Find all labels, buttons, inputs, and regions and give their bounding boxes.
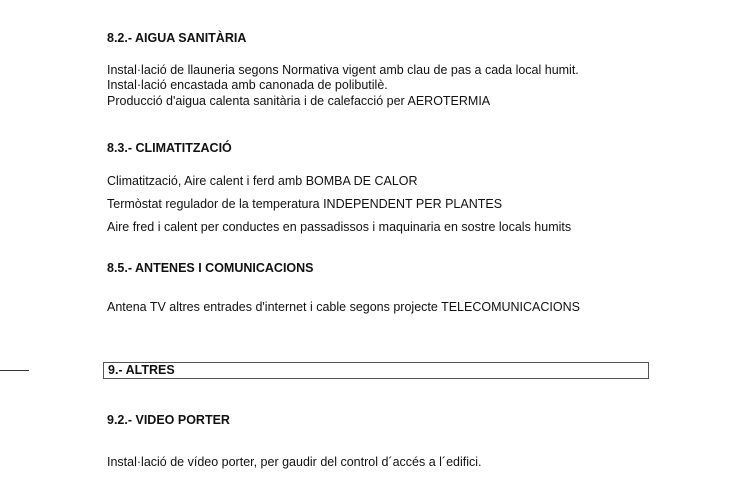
heading-8-5: 8.5.- ANTENES I COMUNICACIONS bbox=[107, 261, 314, 275]
paragraph-line: Instal·lació de vídeo porter, per gaudir del control d´accés a l´edifici. bbox=[107, 455, 482, 469]
paragraph-line: Termòstat regulador de la temperatura INDEPENDENT PER PLANTES bbox=[107, 197, 503, 211]
heading-9-box bbox=[103, 362, 649, 379]
heading-8-2: 8.2.- AIGUA SANITÀRIA bbox=[107, 31, 247, 45]
heading-8-3: 8.3.- CLIMATITZACIÓ bbox=[107, 141, 232, 155]
paragraph-line: Antena TV altres entrades d'internet i cable segons projecte TELECOMUNICACIONS bbox=[107, 300, 580, 314]
heading-9-2: 9.2.- VIDEO PORTER bbox=[107, 413, 230, 427]
paragraph-line: Aire fred i calent per conductes en passadissos i maquinaria en sostre locals humits bbox=[107, 220, 572, 234]
paragraph-line: Climatització, Aire calent i ferd amb BOMBA DE CALOR bbox=[107, 174, 418, 188]
paragraph-line: Instal·lació de llauneria segons Normativa vigent amb clau de pas a cada local humit. bbox=[107, 63, 579, 77]
paragraph-line: Producció d'aigua calenta sanitària i de calefacció per AEROTERMIA bbox=[107, 94, 491, 108]
heading-9: 9.- ALTRES bbox=[108, 363, 175, 377]
margin-rule bbox=[0, 370, 29, 371]
paragraph-line: Instal·lació encastada amb canonada de polibutilè. bbox=[107, 78, 388, 92]
